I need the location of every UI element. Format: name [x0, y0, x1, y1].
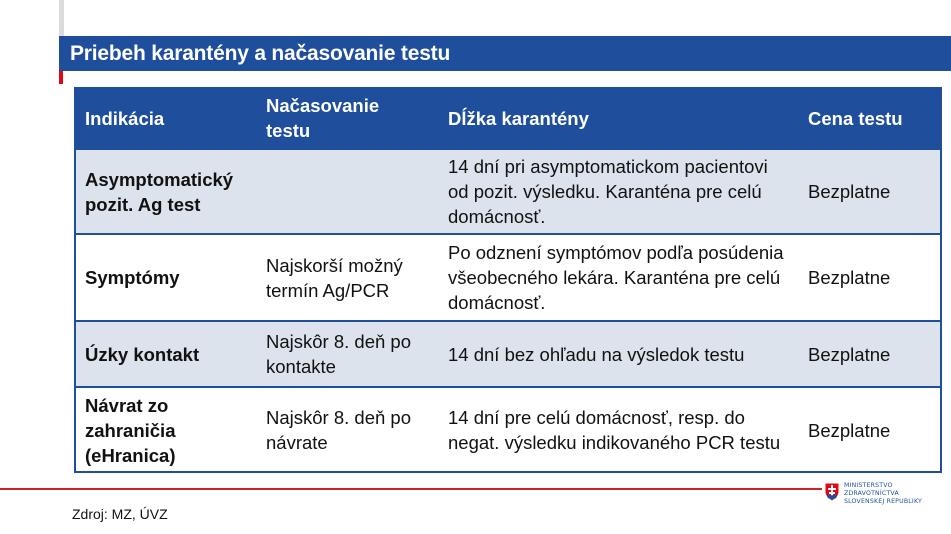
slovak-coat-of-arms-icon	[824, 482, 840, 502]
timing-cell: Najskorší možný termín Ag/PCR	[256, 234, 438, 321]
left-decorative-bar	[59, 0, 64, 36]
price-cell: Bezplatne	[798, 387, 941, 472]
table-row	[75, 234, 941, 321]
slide-title: Priebeh karantény a načasovanie testu	[59, 36, 951, 71]
table-row	[75, 149, 941, 234]
column-header-indication: Indikácia	[75, 88, 256, 149]
duration-cell: 14 dní pri asymptomatickom pacientovi od pozit. výsledku. Karanténa pre celú domácnosť.	[438, 149, 798, 234]
left-accent-mark	[59, 71, 63, 84]
source-note: Zdroj: MZ, ÚVZ	[72, 506, 168, 522]
table-row	[75, 321, 941, 387]
indication-cell: Úzky kontakt	[75, 321, 256, 387]
ministry-logo	[822, 480, 951, 510]
indication-cell: Asymptomatický pozit. Ag test	[75, 149, 256, 234]
ministry-logo-text	[844, 482, 922, 506]
column-header-price: Cena testu	[798, 88, 941, 149]
logo-line-2: ZDRAVOTNÍCTVA	[844, 490, 899, 497]
timing-cell: Najskôr 8. deň po kontakte	[256, 321, 438, 387]
table-header-row	[75, 88, 941, 149]
duration-cell: 14 dní pre celú domácnosť, resp. do negat. výsledku indikovaného PCR testu	[438, 387, 798, 472]
indication-cell: Symptómy	[75, 234, 256, 321]
footer-divider	[0, 488, 951, 490]
duration-cell: 14 dní bez ohľadu na výsledok testu	[438, 321, 798, 387]
duration-cell: Po odznení symptómov podľa posúdenia všeobecného lekára. Karanténa pre celú domácnosť.	[438, 234, 798, 321]
logo-line-3: SLOVENSKEJ REPUBLIKY	[844, 498, 922, 505]
indication-cell: Návrat zo zahraničia (eHranica)	[75, 387, 256, 472]
table-row	[75, 387, 941, 472]
price-cell: Bezplatne	[798, 149, 941, 234]
price-cell: Bezplatne	[798, 234, 941, 321]
timing-cell	[256, 149, 438, 234]
quarantine-table	[75, 88, 941, 472]
logo-line-1: MINISTERSTVO	[844, 482, 893, 489]
price-cell: Bezplatne	[798, 321, 941, 387]
column-header-timing: Načasovanie testu	[256, 88, 438, 149]
timing-cell: Najskôr 8. deň po návrate	[256, 387, 438, 472]
column-header-duration: Dĺžka karantény	[438, 88, 798, 149]
